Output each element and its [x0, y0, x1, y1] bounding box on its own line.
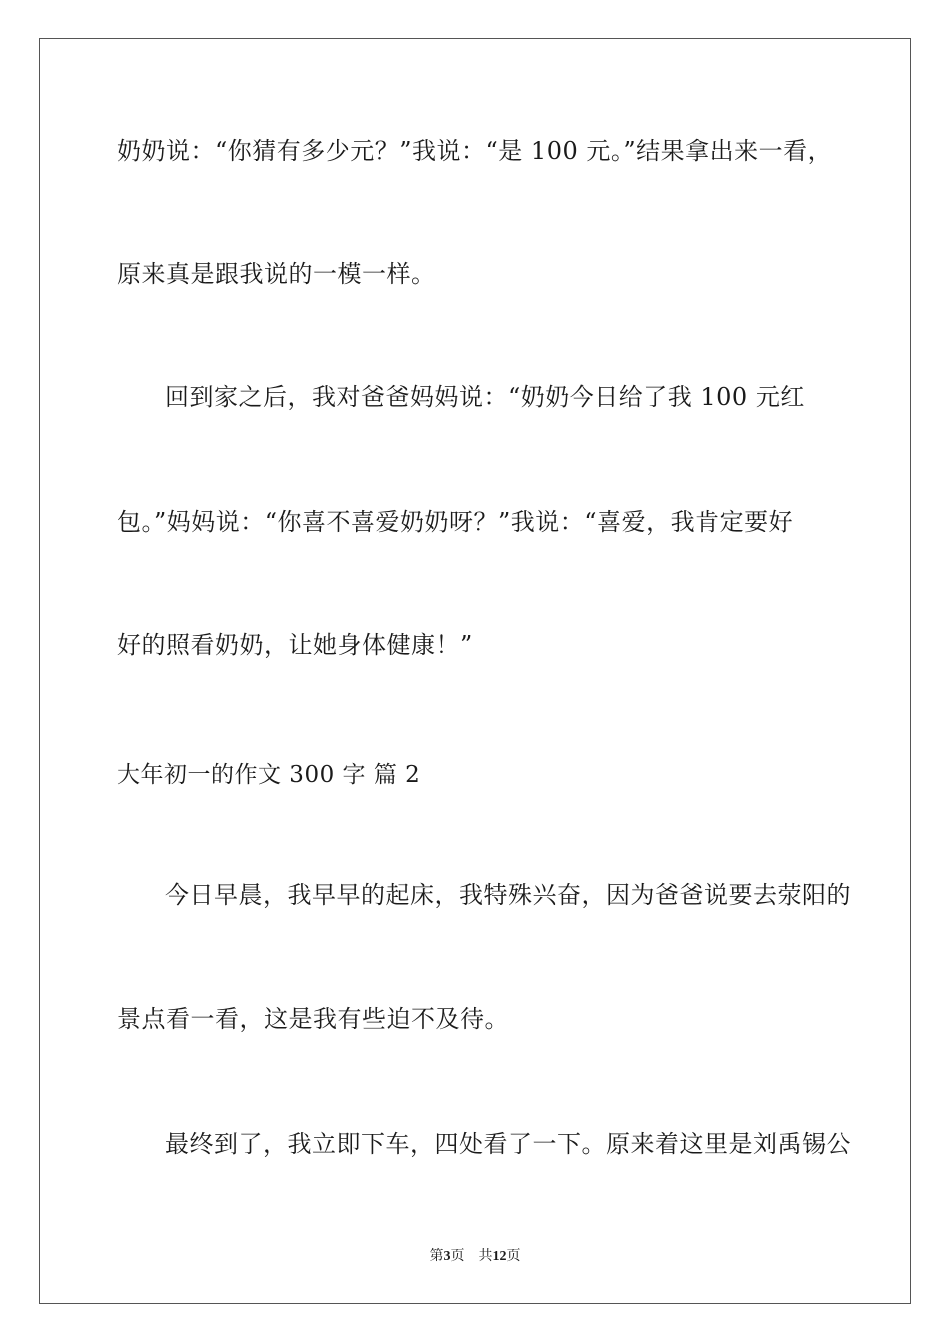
paragraph-line-2: 原来真是跟我说的一模一样。: [117, 260, 436, 288]
footer-total-suffix: 页: [506, 1248, 521, 1264]
footer-page-prefix: 第: [429, 1248, 444, 1264]
paragraph-line-4: 包。”妈妈说：“你喜不喜爱奶奶呀？”我说：“喜爱，我肯定要好: [117, 508, 794, 536]
section-heading: 大年初一的作文 300 字 篇 2: [117, 762, 421, 788]
footer-page-number: 3: [443, 1249, 451, 1264]
footer-total-pages: 12: [492, 1249, 507, 1264]
paragraph-line-3: 回到家之后，我对爸爸妈妈说：“奶奶今日给了我 100 元红: [165, 383, 805, 411]
footer-page-suffix: 页: [450, 1248, 465, 1264]
paragraph-line-5: 好的照看奶奶，让她身体健康！”: [117, 631, 473, 659]
paragraph-line-8: 最终到了，我立即下车，四处看了一下。原来着这里是刘禹锡公: [165, 1130, 851, 1158]
paragraph-line-6: 今日早晨，我早早的起床，我特殊兴奋，因为爸爸说要去荥阳的: [165, 881, 851, 909]
footer-total-prefix: 共: [478, 1248, 493, 1264]
paragraph-line-1: 奶奶说：“你猜有多少元？”我说：“是 100 元。”结果拿出来一看，: [117, 137, 833, 165]
page-footer: [0, 1246, 950, 1267]
page-border: [39, 38, 911, 1304]
paragraph-line-7: 景点看一看，这是我有些迫不及待。: [117, 1005, 509, 1033]
